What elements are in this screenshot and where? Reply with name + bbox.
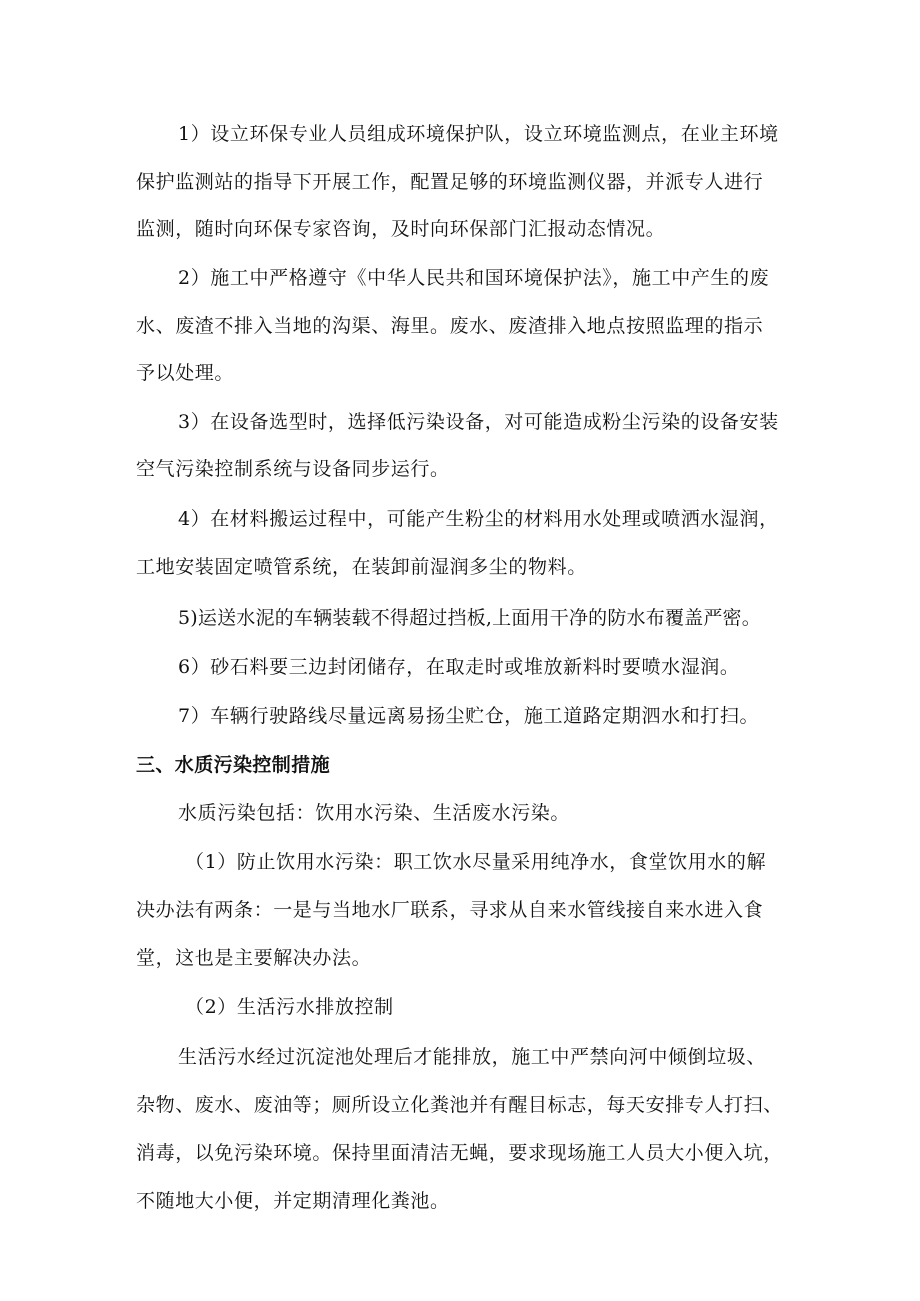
paragraph-4-line-2: 工地安装固定喷管系统，在装卸前湿润多尘的物料。 — [136, 556, 587, 578]
item-2-title: （2）生活污水排放控制 — [185, 996, 394, 1018]
paragraph-3-line-2: 空气污染控制系统与设备同步运行。 — [136, 458, 450, 480]
paragraph-2-line-1: 2）施工中严格遵守《中华人民共和国环境保护法》，施工中产生的废 — [178, 267, 770, 289]
item-1-line-3: 堂，这也是主要解决办法。 — [136, 947, 372, 969]
item-1-line-1: （1）防止饮用水污染：职工饮水尽量采用纯净水，食堂饮用水的解 — [185, 851, 767, 873]
item-1-line-2: 决办法有两条：一是与当地水厂联系，寻求从自来水管线接自来水进入食 — [136, 899, 764, 921]
paragraph-2-line-3: 予以处理。 — [136, 362, 235, 384]
paragraph-3-line-1: 3）在设备选型时，选择低污染设备，对可能造成粉尘污染的设备安装 — [178, 411, 779, 433]
item-2-body-line-2: 杂物、废水、废油等；厕所设立化粪池并有醒目标志，每天安排专人打扫、 — [136, 1094, 783, 1116]
item-2-body-line-4: 不随地大小便，并定期清理化粪池。 — [136, 1190, 450, 1212]
paragraph-2-line-2: 水、废渣不排入当地的沟渠、海里。废水、废渣排入地点按照监理的指示 — [136, 315, 764, 337]
paragraph-4-line-1: 4）在材料搬运过程中，可能产生粉尘的材料用水处理或喷洒水湿润， — [178, 508, 779, 530]
paragraph-1-line-3: 监测，随时向环保专家咨询，及时向环保部门汇报动态情况。 — [136, 218, 666, 240]
section-intro: 水质污染包括：饮用水污染、生活废水污染。 — [178, 802, 571, 824]
paragraph-1-line-2: 保护监测站的指导下开展工作，配置足够的环境监测仪器，并派专人进行 — [136, 171, 764, 193]
paragraph-1-line-1: 1）设立环保专业人员组成环境保护队，设立环境监测点，在业主环境 — [178, 123, 779, 145]
section-heading: 三、水质污染控制措施 — [136, 754, 331, 776]
item-2-body-line-1: 生活污水经过沉淀池处理后才能排放，施工中严禁向河中倾倒垃圾、 — [178, 1046, 767, 1068]
paragraph-5-line-1: 5)运送水泥的车辆装载不得超过挡板,上面用干净的防水布覆盖严密。 — [178, 607, 761, 629]
paragraph-7-line-1: 7）车辆行驶路线尽量远离易扬尘贮仓，施工道路定期泗水和打扫。 — [178, 705, 760, 727]
item-2-body-line-3: 消毒，以免污染环境。保持里面清洁无蝇，要求现场施工人员大小便入坑， — [136, 1142, 783, 1164]
paragraph-6-line-1: 6）砂石料要三边封闭储存，在取走时或堆放新料时要喷水湿润。 — [178, 656, 740, 678]
